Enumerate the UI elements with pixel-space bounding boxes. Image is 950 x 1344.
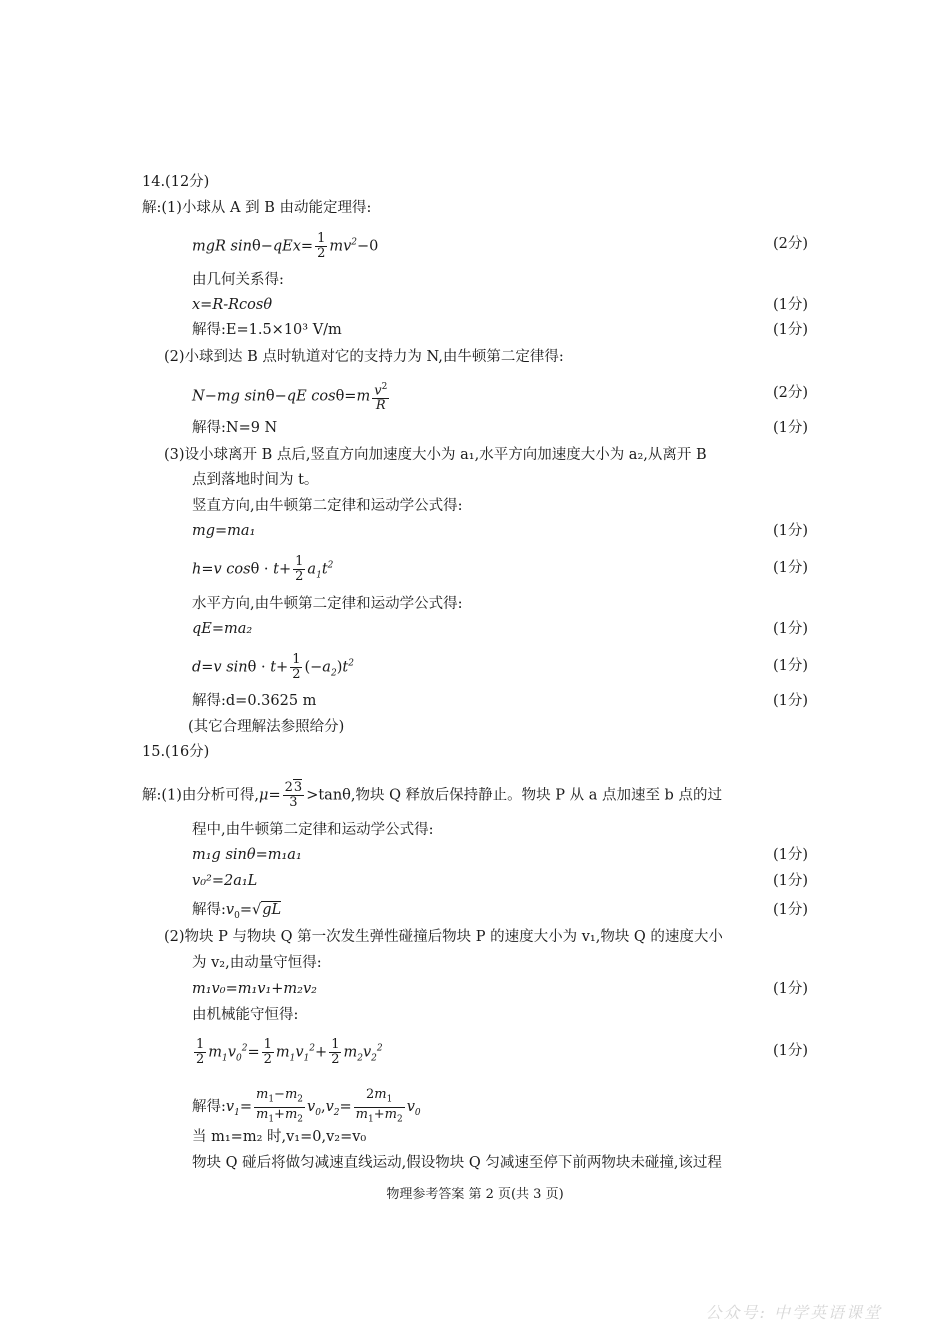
q15-energy-label: 由机械能守恒得:	[192, 1007, 299, 1023]
q15-part2-intro-line2: 为 v₂,由动量守恒得:	[192, 955, 322, 971]
q15-part1-intro-line1: 解:(1)由分析可得,μ= $\frac{23}{3}$ >tanθ,物块 Q 释放后保持静止。物块 P 从 a 点加速至 b 点的过	[142, 780, 722, 810]
q15-header: 15.(16分)	[142, 744, 210, 760]
q14-energy-equation: mgR sinθ−qEx= $\frac{1}{2}$ $mv^2-0$	[192, 231, 379, 261]
q14-p1-eq2-points: (1分)	[772, 297, 808, 313]
watermark: 公众号: 中学英语课堂	[705, 1303, 882, 1322]
q14-p2-solve-points: (1分)	[772, 420, 808, 436]
q14-horizontal-equation1: qE=ma₂	[192, 621, 253, 637]
q15-part1-equation2: v₀²=2a₁L	[192, 873, 258, 889]
q14-geometry-label: 由几何关系得:	[192, 272, 284, 288]
q14-part3-result: 解得:d=0.3625 m	[192, 693, 317, 709]
q15-p2-eq1-points: (1分)	[772, 981, 808, 997]
q14-p3-eq4-points: (1分)	[772, 658, 808, 674]
q14-p3-eq3-points: (1分)	[772, 621, 808, 637]
q15-part1-intro-line2: 程中,由牛顿第二定律和运动学公式得:	[192, 822, 434, 838]
q15-part1-result: 解得$:v_0=√gL$	[192, 902, 282, 921]
q14-part2-intro: (2)小球到达 B 点时轨道对它的支持力为 N,由牛顿第二定律得:	[164, 349, 564, 365]
q15-p2-eq2-points: (1分)	[772, 1043, 808, 1059]
q15-p1-solve-points: (1分)	[772, 902, 808, 918]
q14-part3-intro-line1: (3)设小球离开 B 点后,竖直方向加速度大小为 a₁,水平方向加速度大小为 a₂,从离开 B	[164, 447, 707, 463]
q14-part1-intro: 解:(1)小球从 A 到 B 由动能定理得:	[142, 200, 372, 216]
q14-p3-solve-points: (1分)	[772, 693, 808, 709]
q15-p1-eq2-points: (1分)	[772, 873, 808, 889]
q14-part3-intro-line2: 点到落地时间为 t。	[192, 472, 319, 488]
q15-part1-intro-tail: >tanθ,物块 Q 释放后保持静止。物块 P 从 a 点加速至 b 点的过	[306, 787, 722, 804]
q14-p1-eq1-points: (2分)	[772, 236, 808, 252]
q14-horizontal-equation2: d=v sinθ · t+ $\frac{1}{2}$ $(-a_2)t^2$	[192, 652, 354, 682]
q14-vertical-label: 竖直方向,由牛顿第二定律和运动学公式得:	[192, 498, 463, 514]
q14-p3-eq2-points: (1分)	[772, 560, 808, 576]
q15-equal-mass-condition: 当 m₁=m₂ 时,v₁=0,v₂=v₀	[192, 1129, 367, 1145]
q14-p3-eq1-points: (1分)	[772, 523, 808, 539]
q14-part2-result: 解得:N=9 N	[192, 420, 278, 436]
q15-part2-intro-line1: (2)物块 P 与物块 Q 第一次发生弹性碰撞后物块 P 的速度大小为 v₁,物块 Q 的速度大小	[164, 929, 723, 945]
q15-part1-equation1: m₁g sinθ=m₁a₁	[192, 847, 302, 863]
q14-p1-solve-points: (1分)	[772, 322, 808, 338]
q15-energy-equation: $\frac{1}{2}$ $m_1v_0^2=$ $\frac{1}{2}$ $m_1v_1^2+$ $\frac{1}{2}$ $m_2v_2^2$	[196, 1037, 383, 1067]
q14-geometry-equation: x=R-Rcosθ	[192, 297, 273, 313]
q14-note: (其它合理解法参照给分)	[188, 719, 345, 735]
q14-header: 14.(12分)	[142, 174, 210, 190]
page-footer: 物理参考答案 第 2 页(共 3 页)	[386, 1187, 564, 1202]
q15-last-line: 物块 Q 碰后将做匀减速直线运动,假设物块 Q 匀减速至停下前两物块未碰撞,该过程	[192, 1155, 722, 1171]
q15-p1-eq1-points: (1分)	[772, 847, 808, 863]
q15-velocity-result: 解得$:v_1=$ $\frac{m_1-m_2}{m_1+m_2}$ $v_0,v_2=$ $\frac{2m_1}{m_1+m_2}$ $v_0$	[192, 1087, 421, 1125]
q14-newton-equation: N−mg sinθ−qE cosθ=m $\frac{v^2}{R}$	[192, 382, 388, 414]
q15-momentum-equation: m₁v₀=m₁v₁+m₂v₂	[192, 981, 317, 997]
q14-part1-result: 解得:E=1.5×10³ V/m	[192, 322, 342, 338]
q14-vertical-equation1: mg=ma₁	[192, 523, 256, 539]
q14-vertical-equation2: h=v cosθ · t+ $\frac{1}{2}$ $a_1t^2$	[192, 554, 334, 584]
q14-p2-eq-points: (2分)	[772, 385, 808, 401]
q14-horizontal-label: 水平方向,由牛顿第二定律和运动学公式得:	[192, 596, 463, 612]
